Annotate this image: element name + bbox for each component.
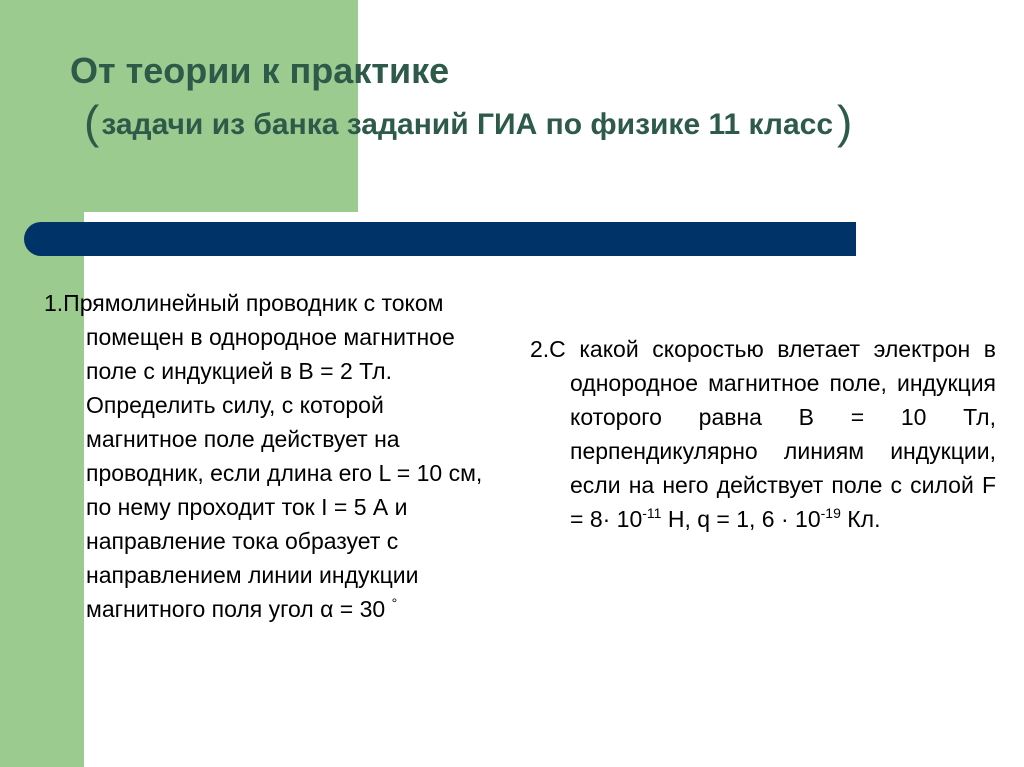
problem-2 [530, 332, 996, 536]
slide-subtitle [84, 96, 852, 151]
exponent-2: -19 [820, 505, 841, 521]
subtitle-paren-close: ) [837, 96, 853, 148]
degree-sign: ° [391, 595, 398, 611]
problem-1 [44, 286, 492, 626]
exponent-1: -11 [642, 505, 662, 521]
subtitle-text: задачи из банка заданий ГИА по физике 11 класс [101, 108, 834, 141]
subtitle-paren-open: ( [84, 96, 100, 148]
problem-2-text-part3: Кл. [840, 506, 881, 532]
problem-1-text: 1.Прямолинейный проводник с током помещен в однородное магнитное поле с индукцией в В = 2 Тл. Определить силу, с которой магнитное поле действует на проводник, если длина его L = 10 см, по нему проходит ток I = 5 А и направление тока образует с направлением линии индукции магнитного поля угол α = 30 [44, 290, 483, 622]
problem-2-text-part1: 2.С какой скоростью влетает электрон в однородное магнитное поле, индукция которого равна В = 10 Тл, перпендикулярно линиям индукции, если на него действует поле с силой F = 8· 10 [530, 336, 996, 532]
divider-bar [24, 222, 856, 256]
slide-title: От теории к практике [70, 50, 450, 91]
problem-2-text-part2: Н, q = 1, 6 · 10 [661, 506, 821, 532]
